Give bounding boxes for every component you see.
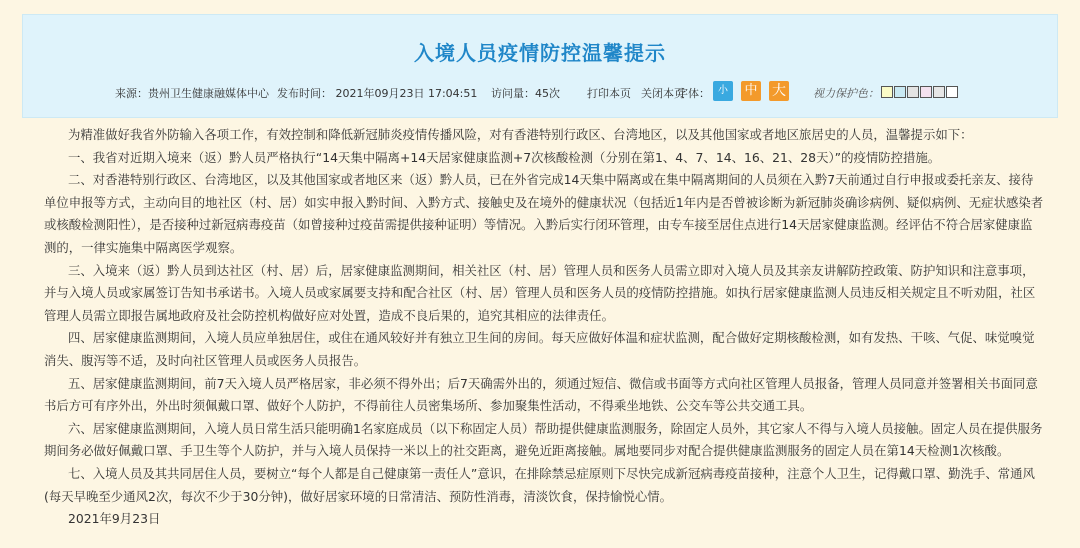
paragraph-5: 五、居家健康监测期间，前7天入境人员严格居家，非必须不得外出；后7天确需外出的，须通过短信、微信或书面等方式向社区管理人员报备，管理人员同意并签署相关书面同意书后方可有序外出，外出时须佩戴口罩、做好个人防护，不得前往人员密集场所、参加聚集性活动，不得乘坐地铁、公交车等公共交通工具。	[44, 375, 1038, 414]
article-header	[22, 14, 1058, 118]
swatch-pink[interactable]	[920, 86, 932, 98]
font-size-label: 字体：	[677, 87, 710, 100]
swatch-gray[interactable]	[907, 86, 919, 98]
swatch-light-gray[interactable]	[933, 86, 945, 98]
publish-time: 发布时间： 2021年09月23日 17:04:51	[277, 87, 478, 100]
swatch-blue[interactable]	[894, 86, 906, 98]
paragraph-intro: 为精准做好我省外防输入各项工作，有效控制和降低新冠肺炎疫情传播风险，对有香港特别行政区、台湾地区，以及其他国家或者地区旅居史的人员，温馨提示如下：	[68, 127, 973, 142]
page-title: 入境人员疫情防控温馨提示	[414, 41, 666, 65]
print-link[interactable]: 打印本页	[587, 87, 631, 100]
font-medium-button[interactable]: 中	[741, 81, 761, 101]
swatch-yellow[interactable]	[881, 86, 893, 98]
article-meta	[23, 81, 1057, 103]
swatch-white[interactable]	[946, 86, 958, 98]
close-link[interactable]: 关闭本页	[641, 87, 685, 100]
article-date: 2021年9月23日	[68, 511, 161, 527]
source-text: 来源：贵州卫生健康融媒体中心	[115, 87, 269, 100]
paragraph-4: 四、居家健康监测期间，入境人员应单独居住，或住在通风较好并有独立卫生间的房间。每天应做好体温和症状监测，配合做好定期核酸检测，如有发热、干咳、气促、味觉嗅觉消失、腹泻等不适，及时向社区管理人员或医务人员报告。	[44, 330, 1035, 368]
paragraph-2: 二、对香港特别行政区、台湾地区，以及其他国家或者地区来（返）黔人员，已在外省完成14天集中隔离或在集中隔离期间的人员须在入黔7天前通过自行申报或委托亲友、接待单位申报等方式，主动向目的地社区（村、居）如实申报入黔时间、入黔方式、接触史及在境外的健康状况（包括近1年内是否曾被诊断为新冠肺炎确诊病例、疑似病例、无症状感染者或核酸检测阳性），是否接种过新冠病毒疫苗（如曾接种过疫苗需提供接种证明）等情况。入黔后实行闭环管理，由专车接至居住点进行14天居家健康监测。经评估不符合居家健康监测的，一律实施集中隔离医学观察。	[44, 172, 1044, 255]
visit-count: 访问量：45次	[491, 87, 560, 100]
paragraph-1: 一、我省对近期入境来（返）黔人员严格执行“14天集中隔离+14天居家健康监测+7次核酸检测（分别在第1、4、7、14、16、21、28天）”的疫情防控措施。	[68, 149, 941, 165]
article-body	[44, 124, 1044, 531]
font-large-button[interactable]: 大	[769, 81, 789, 101]
paragraph-7: 七、入境人员及其共同居住人员，要树立“每个人都是自己健康第一责任人”意识，在排除禁忌症原则下尽快完成新冠病毒疫苗接种，注意个人卫生，记得戴口罩、勤洗手、常通风(每天早晚至少通风2次，每次不少于30分钟)，做好居家环境的日常清洁、预防性消毒，清淡饮食，保持愉悦心情。	[44, 465, 1035, 504]
vision-protect-label: 视力保护色：	[813, 87, 879, 100]
paragraph-6: 六、居家健康监测期间，入境人员日常生活只能明确1名家庭成员（以下称固定人员）帮助提供健康监测服务，除固定人员外，其它家人不得与入境人员接触。固定人员在提供服务期间务必做好佩戴口罩、手卫生等个人防护，并与入境人员保持一米以上的社交距离，避免近距离接触。属地要同步对配合提供健康监测服务的固定人员在第14天检测1次核酸。	[44, 420, 1043, 459]
paragraph-3: 三、入境来（返）黔人员到达社区（村、居）后，居家健康监测期间，相关社区（村、居）管理人员和医务人员需立即对入境人员及其亲友讲解防控政策、防护知识和注意事项，并与入境人员或家属签订告知书承诺书。入境人员或家属要支持和配合社区（村、居）管理人员和医务人员的疫情防控措施。如执行居家健康监测人员违反相关规定且不听劝阻，社区管理人员需立即报告属地政府及社会防控机构做好应对处置，造成不良后果的，追究其相应的法律责任。	[44, 262, 1036, 323]
font-small-button[interactable]: 小	[713, 81, 733, 101]
